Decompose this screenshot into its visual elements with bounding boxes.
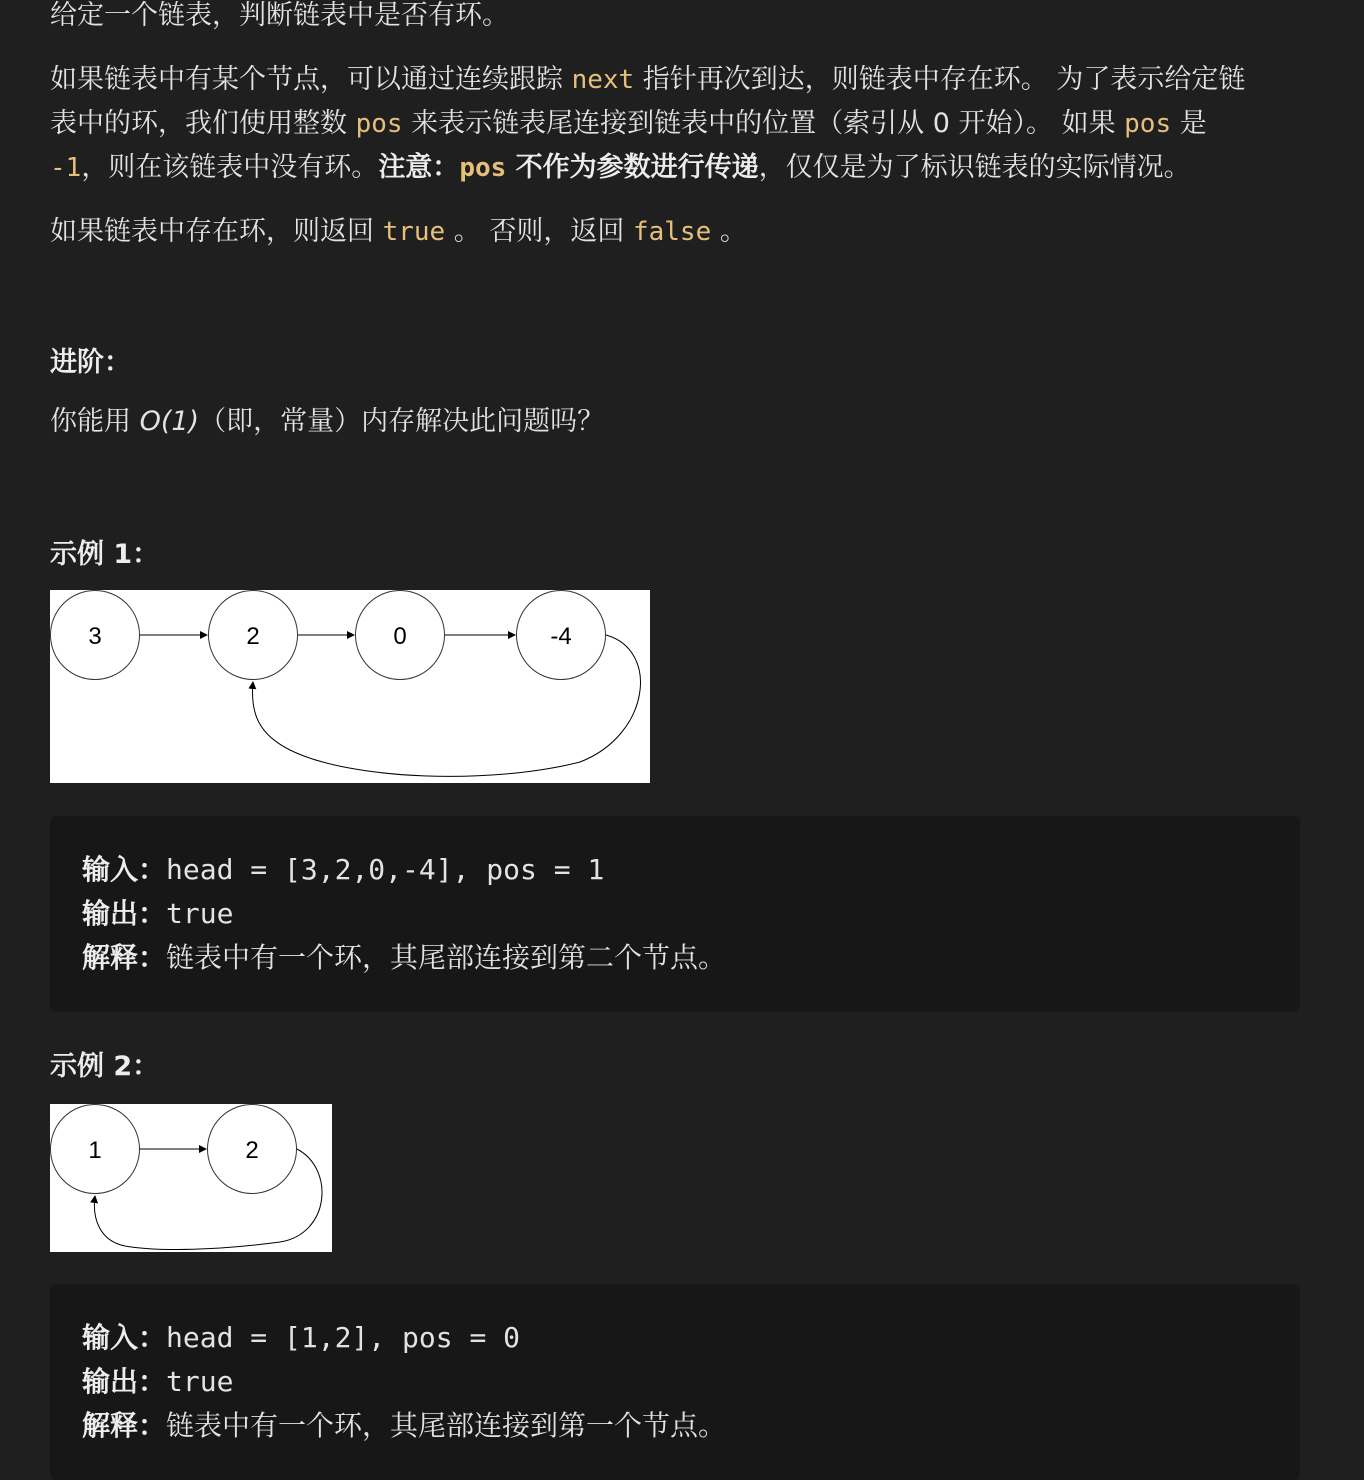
list-node [517, 591, 606, 680]
inline-code-true: true [382, 217, 446, 247]
example-1-heading: 示例 1： [50, 539, 160, 570]
output-line: 输出：true [82, 897, 234, 930]
list-node [51, 591, 140, 680]
intro-paragraph-3: 如果链表中存在环，则返回 true 。 否则，返回 false 。 [50, 216, 747, 247]
inline-code-next: next [571, 65, 635, 95]
svg-text:1: 1 [88, 1137, 102, 1164]
inline-code-pos: pos [459, 153, 507, 183]
advanced-heading: 进阶： [50, 347, 131, 378]
inline-code-pos: pos [355, 109, 403, 139]
list-node [208, 1105, 297, 1194]
svg-text:2: 2 [245, 1137, 259, 1164]
explanation-line: 解释：链表中有一个环，其尾部连接到第二个节点。 [82, 941, 727, 974]
linked-list-diagram-2 [50, 1104, 332, 1252]
linked-list-diagram-1 [50, 590, 650, 783]
inline-code-false: false [632, 217, 712, 247]
advanced-text: 你能用 O(1)（即，常量）内存解决此问题吗？ [50, 406, 605, 437]
explanation-line: 解释：链表中有一个环，其尾部连接到第一个节点。 [82, 1409, 727, 1442]
inline-code-pos: pos [1124, 109, 1172, 139]
svg-text:-4: -4 [550, 623, 572, 650]
list-node [356, 591, 445, 680]
input-line: 输入：head = [1,2], pos = 0 [82, 1321, 521, 1354]
list-node [209, 591, 298, 680]
svg-text:0: 0 [393, 623, 407, 650]
inline-code-neg-one: -1 [50, 153, 82, 183]
list-node [51, 1105, 140, 1194]
svg-text:2: 2 [246, 623, 260, 650]
output-line: 输出：true [82, 1365, 234, 1398]
intro-line-1: 给定一个链表，判断链表中是否有环。 [50, 0, 509, 31]
svg-text:3: 3 [88, 623, 102, 650]
note-text: 不作为参数进行传递 [506, 152, 759, 183]
input-line: 输入：head = [3,2,0,-4], pos = 1 [82, 853, 605, 886]
example-2-code-block [50, 1284, 1300, 1480]
intro-paragraph-2: 如果链表中有某个节点，可以通过连续跟踪 next 指针再次到达，则链表中存在环。 为了表示给定链 表中的环，我们使用整数 pos 来表示链表尾连接到链表中的位置（索引从 0 开始）。 如果 pos 是 -1，则在该链表中没有环。注意：pos 不作为参数进行传递，仅仅是为了标识链表的实际情况。 [50, 64, 1246, 183]
example-1-code-block [50, 816, 1300, 1012]
example-2-heading: 示例 2： [50, 1051, 160, 1082]
note-label: 注意： [378, 152, 460, 183]
complexity-notation: O(1) [139, 406, 200, 437]
example-1-diagram [50, 590, 650, 783]
example-2-diagram [50, 1104, 332, 1252]
